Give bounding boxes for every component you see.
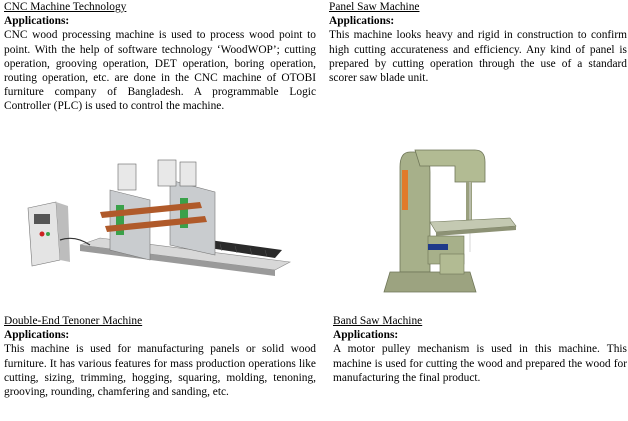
section-subtitle: Applications: [329,15,395,28]
section-title: Band Saw Machine [333,315,423,327]
section-body: CNC wood processing machine is used to process wood point to point. With the help of software technology ‘WoodWOP’; cutting operation, grooving operation, DET operation, boring operation, routing operation, etc. are done in the CNC machine of OTOBI furniture company of Bangladesh. A programmable Logic Controller (PLC) is used to control the machine. [4,29,316,113]
section-band-saw [333,314,627,385]
section-body: This machine looks heavy and rigid in construction to confirm high cutting accurateness and efficiency. Any kind of panel is prepared by cutting operation through the use of a standard scorer saw blade unit. [329,29,627,85]
section-title: Panel Saw Machine [329,1,420,13]
section-subtitle: Applications: [4,329,70,342]
section-subtitle: Applications: [4,15,70,28]
section-body: This machine is used for manufacturing panels or solid wood furniture. It has various features for mass production operations like cutting, sizing, trimming, hogging, squaring, molding, tenoning, grooving, rounding, chamfering and sanding, etc. [4,343,316,399]
section-panel-saw [329,0,627,85]
tenoner-machine-image [20,150,302,292]
section-cnc-machine [4,0,316,114]
section-title: Double-End Tenoner Machine [4,315,143,327]
section-title: CNC Machine Technology [4,1,127,13]
section-tenoner-machine [4,314,316,399]
band-saw-machine-image [380,142,520,302]
section-subtitle: Applications: [333,329,399,342]
section-body: A motor pulley mechanism is used in this machine. This machine is used for cutting the wood and prepared the wood for manufacturing the final product. [333,343,627,384]
